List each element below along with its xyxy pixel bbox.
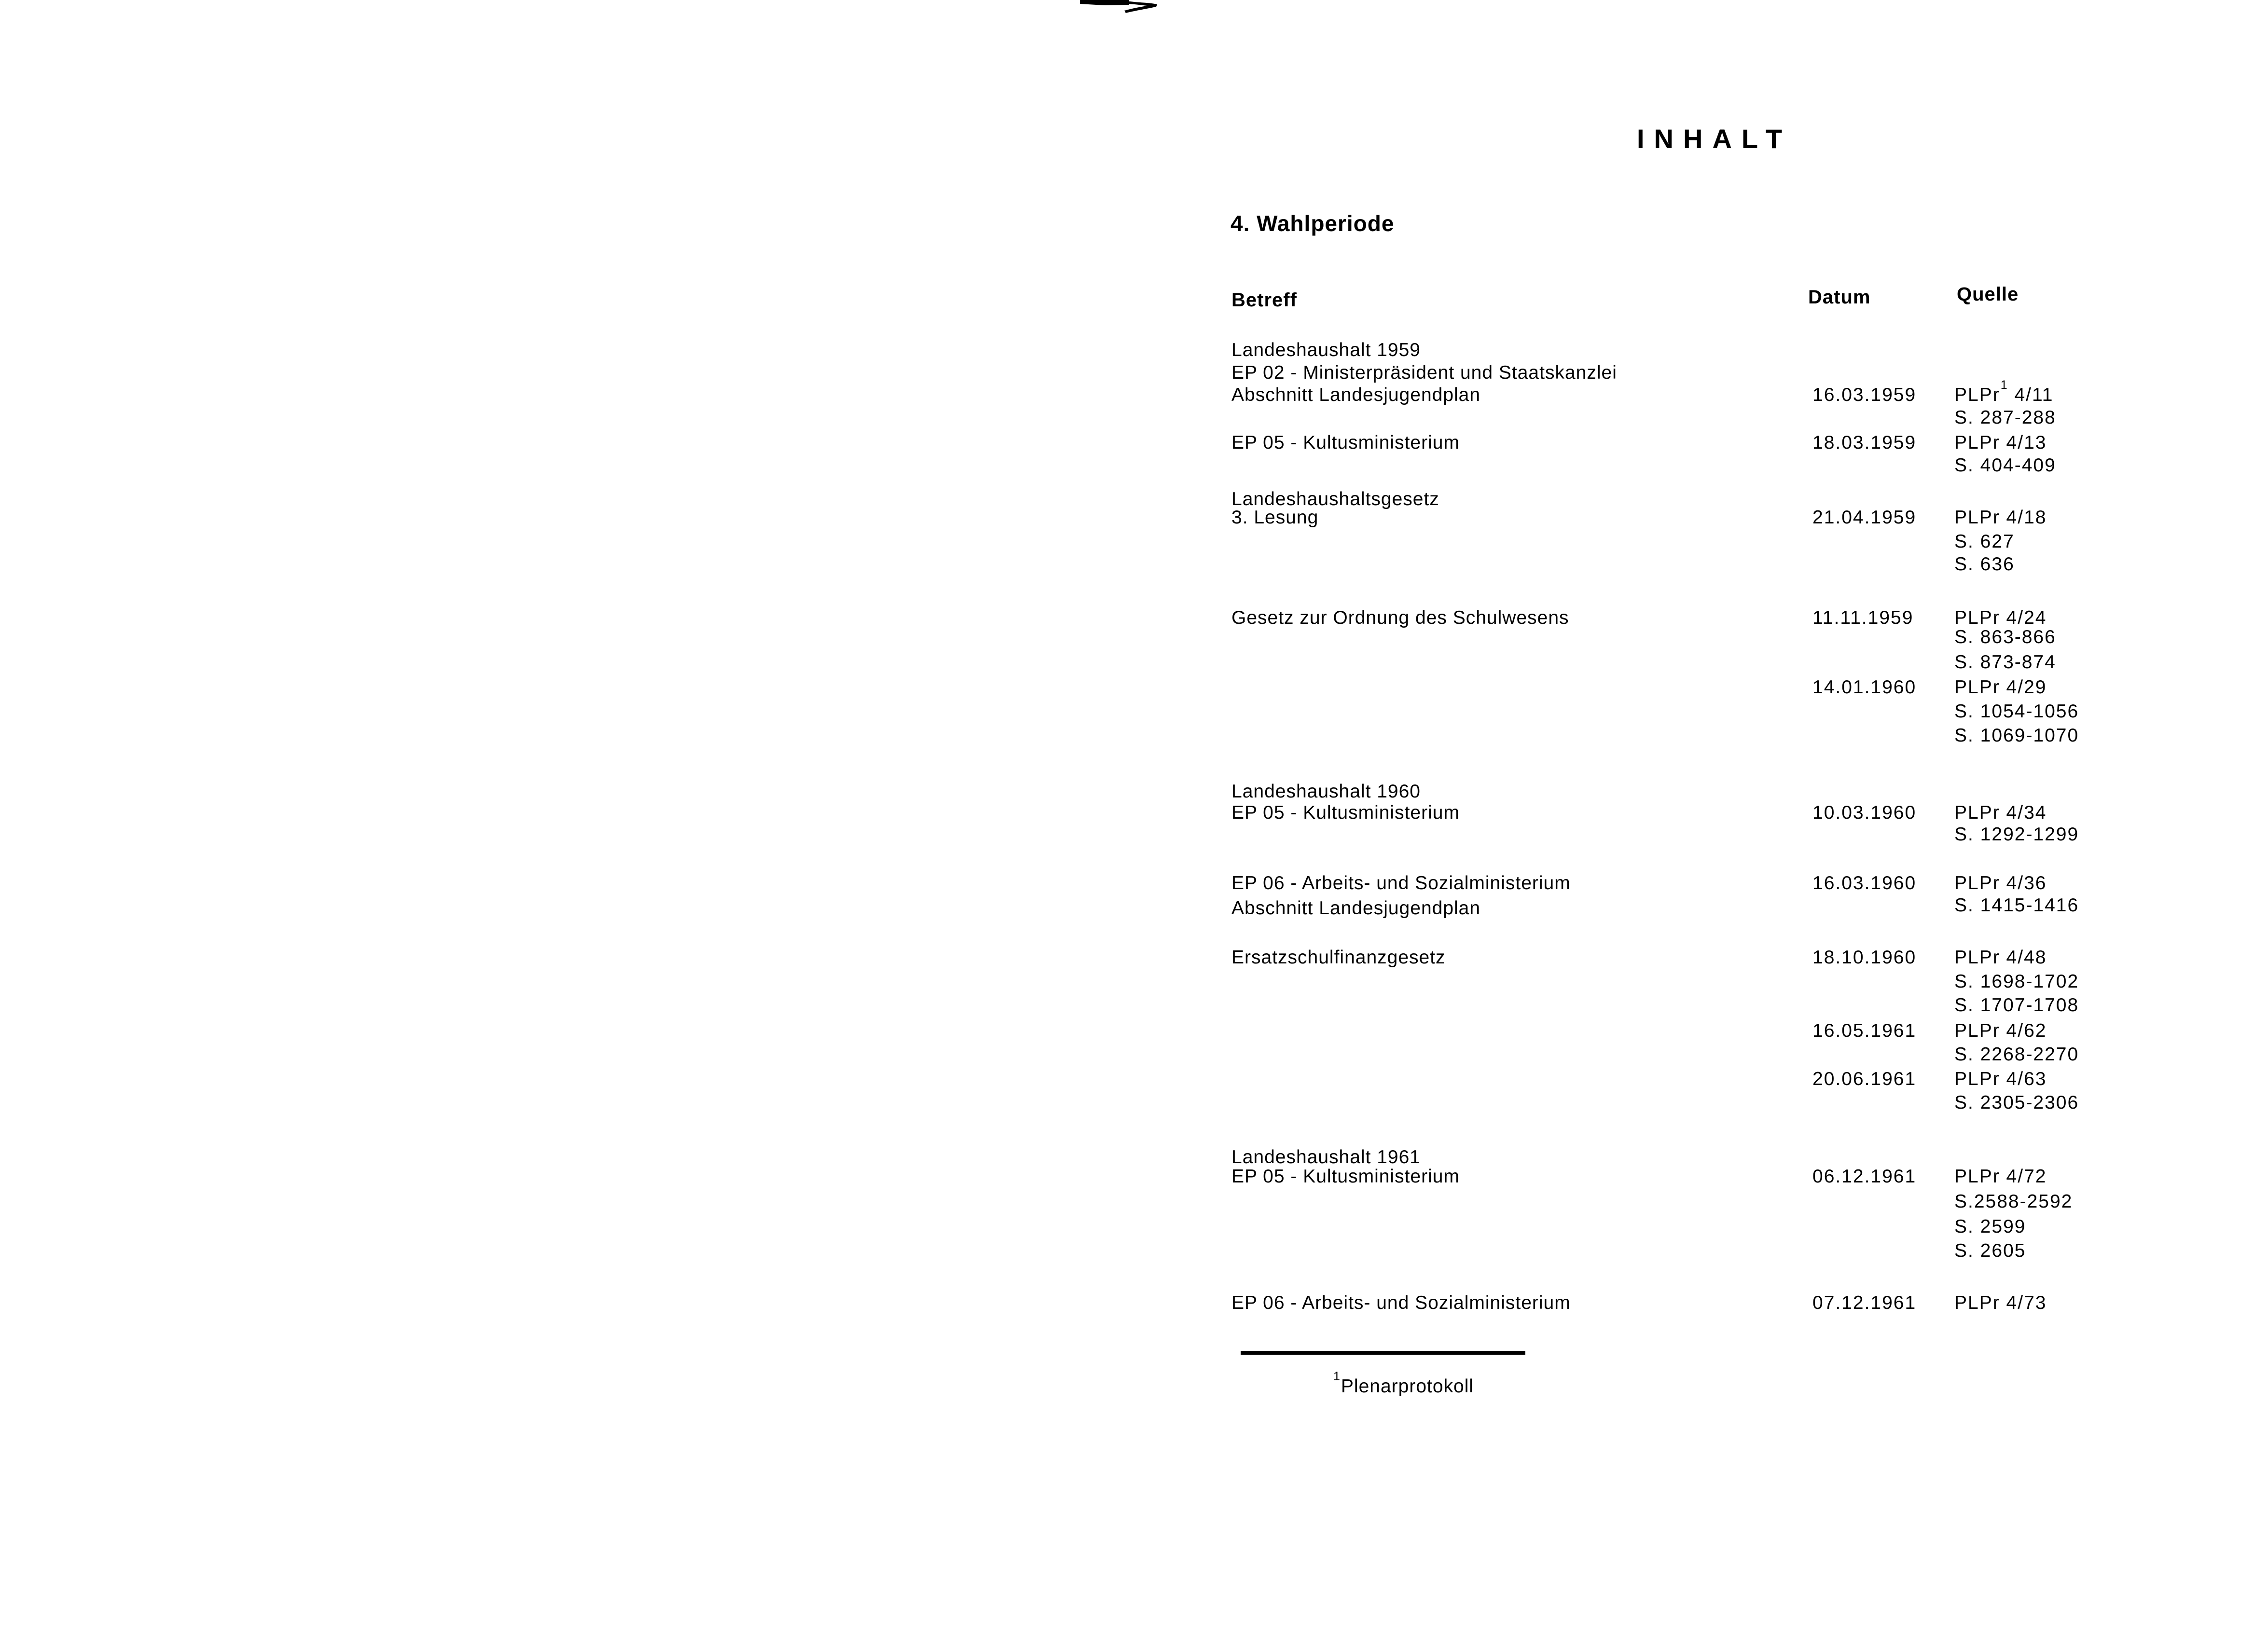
superscript-footnote-ref: 1 [2000, 378, 2007, 392]
quelle-cell: S. 1707-1708 [1954, 995, 2079, 1016]
quelle-cell: S. 1054-1056 [1954, 701, 2079, 722]
betreff-cell: Landeshaushaltsgesetz [1231, 489, 1439, 509]
datum-cell: 16.03.1960 [1812, 873, 1917, 893]
quelle-cell: S. 636 [1954, 554, 2015, 575]
quelle-cell: S.2588-2592 [1954, 1191, 2073, 1212]
quelle-cell: S. 2305-2306 [1954, 1092, 2079, 1113]
quelle-cell: S. 863-866 [1954, 627, 2056, 647]
betreff-cell: EP 05 - Kultusministerium [1231, 802, 1460, 823]
footnote-marker: 1 [1333, 1369, 1340, 1383]
quelle-cell: PLPr 4/36 [1954, 873, 2047, 893]
datum-cell: 07.12.1961 [1812, 1292, 1917, 1313]
quelle-cell: S. 627 [1954, 531, 2015, 552]
quelle-cell: S. 287-288 [1954, 407, 2056, 428]
betreff-cell: EP 06 - Arbeits- und Sozialministerium [1231, 873, 1571, 893]
datum-cell: 10.03.1960 [1812, 802, 1917, 823]
datum-cell: 21.04.1959 [1812, 507, 1917, 528]
quelle-cell: PLPr 4/48 [1954, 947, 2047, 968]
datum-cell: 14.01.1960 [1812, 677, 1917, 698]
quelle-cell: S. 1069-1070 [1954, 725, 2079, 746]
betreff-cell: EP 06 - Arbeits- und Sozialministerium [1231, 1292, 1571, 1313]
section-heading: 4. Wahlperiode [1231, 211, 1395, 236]
betreff-cell: EP 02 - Ministerpräsident und Staatskanzlei [1231, 362, 1617, 383]
betreff-cell: 3. Lesung [1231, 507, 1319, 528]
column-header-quelle: Quelle [1957, 284, 2019, 305]
datum-cell: 18.03.1959 [1812, 432, 1917, 453]
quelle-cell: PLPr 4/24 [1954, 607, 2047, 628]
quelle-cell: PLPr 4/73 [1954, 1292, 2047, 1313]
footnote [1333, 1369, 1474, 1397]
quelle-cell: PLPr 4/13 [1954, 432, 2047, 453]
quelle-cell: PLPr 4/72 [1954, 1166, 2047, 1187]
betreff-cell: Landeshaushalt 1959 [1231, 340, 1421, 360]
datum-cell: 11.11.1959 [1812, 607, 1914, 628]
quelle-cell: S. 2599 [1954, 1216, 2026, 1237]
betreff-cell: EP 05 - Kultusministerium [1231, 432, 1460, 453]
column-header-betreff: Betreff [1231, 289, 1297, 311]
betreff-cell: Abschnitt Landesjugendplan [1231, 385, 1481, 405]
footnote-text: Plenarprotokoll [1341, 1376, 1474, 1397]
quelle-cell: PLPr 4/63 [1954, 1069, 2047, 1089]
betreff-cell: Abschnitt Landesjugendplan [1231, 898, 1481, 919]
betreff-cell: Landeshaushalt 1961 [1231, 1147, 1421, 1168]
quelle-cell: S. 1415-1416 [1954, 895, 2079, 916]
quelle-cell: S. 1292-1299 [1954, 824, 2079, 845]
quelle-cell: S. 2605 [1954, 1240, 2026, 1261]
quelle-cell: PLPr$^1$ 4/11 [1954, 378, 2054, 405]
quelle-cell: PLPr 4/62 [1954, 1020, 2047, 1041]
betreff-cell: Gesetz zur Ordnung des Schulwesens [1231, 607, 1569, 628]
betreff-cell: Ersatzschulfinanzgesetz [1231, 947, 1446, 968]
scan-artifact-mark [1076, 0, 1161, 15]
quelle-cell: PLPr 4/34 [1954, 802, 2047, 823]
datum-cell: 16.05.1961 [1812, 1020, 1917, 1041]
datum-cell: 20.06.1961 [1812, 1069, 1917, 1089]
betreff-cell: EP 05 - Kultusministerium [1231, 1166, 1460, 1187]
datum-cell: 16.03.1959 [1812, 385, 1917, 405]
column-header-datum: Datum [1808, 287, 1871, 308]
quelle-cell: S. 404-409 [1954, 455, 2056, 476]
quelle-cell: PLPr 4/18 [1954, 507, 2047, 528]
footnote-separator [1241, 1351, 1525, 1355]
datum-cell: 18.10.1960 [1812, 947, 1917, 968]
betreff-cell: Landeshaushalt 1960 [1231, 781, 1421, 802]
page-title: INHALT [1637, 124, 1792, 154]
quelle-cell: S. 1698-1702 [1954, 971, 2079, 992]
quelle-cell: S. 873-874 [1954, 652, 2056, 673]
datum-cell: 06.12.1961 [1812, 1166, 1917, 1187]
quelle-cell: S. 2268-2270 [1954, 1044, 2079, 1065]
quelle-cell: PLPr 4/29 [1954, 677, 2047, 698]
